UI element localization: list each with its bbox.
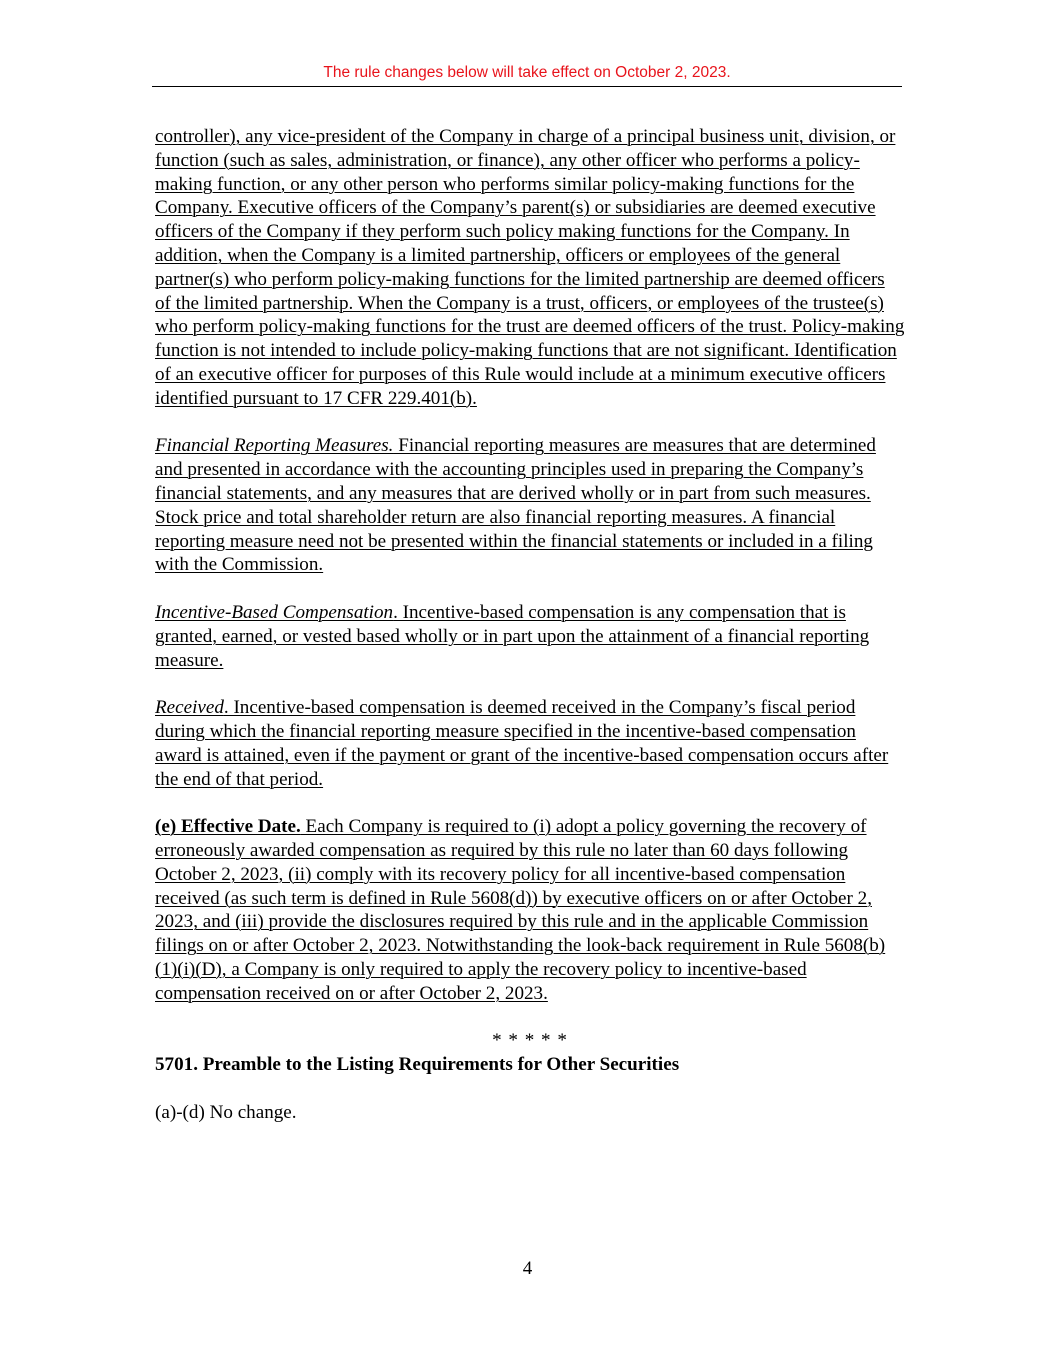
incentive-based-compensation-paragraph: [155, 601, 905, 672]
section-separator: * * * * *: [492, 1030, 568, 1052]
section-5701-heading: 5701. Preamble to the Listing Requirements for Other Securities: [155, 1054, 680, 1076]
financial-reporting-measures-paragraph: [155, 434, 905, 577]
effective-date-notice: The rule changes below will take effect on October 2, 2023.: [323, 64, 731, 81]
section-5701-text: (a)-(d) No change.: [155, 1101, 297, 1123]
effective-date-text: Each Company is required to (i) adopt a policy governing the recovery of erroneously awarded compensation as required by this rule no later than 60 days following October 2, 2023, (ii) comply with its recovery policy for all incentive-based compensation received (as such term is defined in Rule 5608(d)) by executive officers on or after October 2, 2023, and (iii) provide the disclosures required by this rule and in the applicable Commission filings on or after October 2, 2023. Notwithstanding the look-back requirement in Rule 5608(b)(1)(i)(D), a Company is only required to apply the recovery policy to incentive-based compensation received on or after October 2, 2023.: [155, 816, 886, 1004]
financial-reporting-measures-text: Financial reporting measures are measures that are determined and presented in accordance with the accounting principles used in preparing the Company’s financial statements, and any measures that are derived wholly or in part from such measures. Stock price and total shareholder return are also financial reporting measures. A financial reporting measure need not be presented within the financial statements or included in a filing with the Commission.: [155, 435, 876, 576]
incentive-based-compensation-term: Incentive-Based Compensation: [155, 601, 394, 623]
document-body: [155, 125, 905, 1148]
header-divider: [152, 86, 902, 87]
received-term: Received: [155, 697, 224, 719]
executive-officer-definition-paragraph: [155, 125, 905, 411]
effective-date-paragraph: [155, 815, 905, 1005]
financial-reporting-measures-term: Financial Reporting Measures.: [155, 435, 394, 457]
received-definition-paragraph: [155, 696, 905, 791]
incentive-based-compensation-text: . Incentive-based compensation is any compensation that is granted, earned, or vested based wholly or in part upon the attainment of a financial reporting measure.: [155, 601, 870, 671]
page-number: 4: [522, 1258, 533, 1279]
executive-officer-definition-text: controller), any vice-president of the Company in charge of a principal business unit, division, or function (such as sales, administration, or finance), any other officer who performs a policy-making function, or any other person who performs similar policy-making functions for the Company. Executive officers of the Company’s parent(s) or subsidiaries are deemed executive officers of the Company if they perform such policy making functions for the Company. In addition, when the Company is a limited partnership, officers or employees of the general partner(s) who perform policy-making functions for the limited partnership are deemed officers of the limited partnership. When the Company is a trust, officers, or employees of the trustee(s) who perform policy-making functions for the trust are deemed officers of the trust. Policy-making function is not intended to include policy-making functions that are not significant. Identification of an executive officer for purposes of this Rule would include at a minimum executive officers identified pursuant to 17 CFR 229.401(b).: [155, 126, 905, 409]
effective-date-label: (e) Effective Date.: [155, 816, 301, 838]
received-text: . Incentive-based compensation is deemed received in the Company’s fiscal period during which the financial reporting measure specified in the incentive-based compensation award is attained, even if the payment or grant of the incentive-based compensation occurs after the end of that period.: [155, 697, 889, 790]
